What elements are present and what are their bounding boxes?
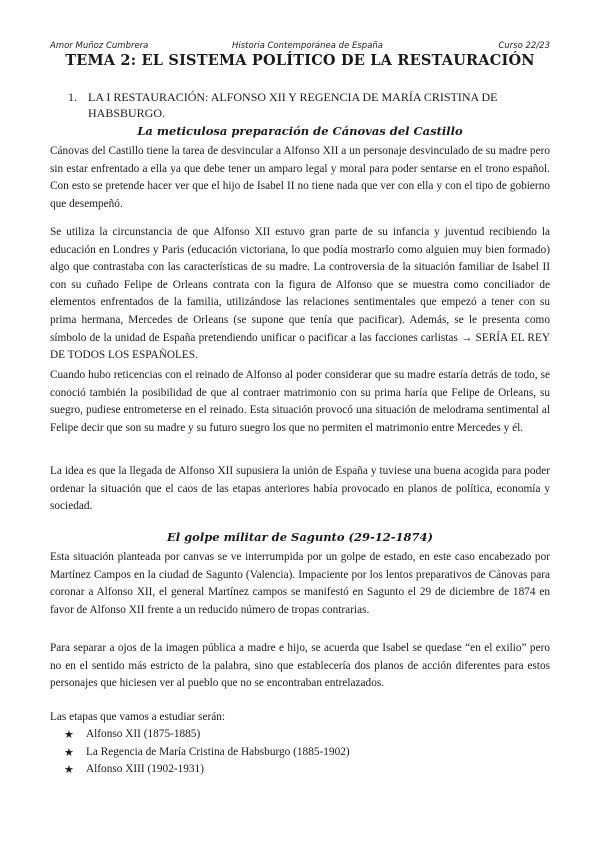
section-number: 1. — [68, 90, 77, 104]
list-item — [64, 761, 350, 779]
header-author: Amor Muñoz Cumbrera — [50, 41, 149, 51]
paragraph-7: Las etapas que vamos a estudiar serán: — [50, 711, 226, 723]
subtitle-canovas: La meticulosa preparación de Cánovas del Castillo — [137, 124, 463, 138]
paragraph-5: Esta situación planteada por canvas se ve interrumpida por un golpe de estado, en este caso encabezado por Martínez Campos en la ciudad de Sagunto (Valencia). Impaciente por los lentos preparativos de Cánovas para coronar a Alfonso XII, el general Martínez campos se manifestó en Sagunto el 29 de diciembre de 1874 en favor de Alfonso XII frente a un reducido número de tropas contrarias. — [50, 551, 550, 616]
paragraph-4: La idea es que la llegada de Alfonso XII supusiera la unión de España y tuviese una buena acogida para poder ordenar la situación que el caos de las etapas anteriores había provocado en planos de política, economía y sociedad. — [50, 465, 550, 513]
section-text: LA I RESTAURACIÓN: ALFONSO XII Y REGENCIA DE MARÍA CRISTINA DE HABSBURGO. — [88, 90, 498, 120]
star-icon: ★ — [64, 728, 74, 741]
list-item-text: La Regencia de María Cristina de Habsburgo (1885-1902) — [86, 745, 350, 758]
header-course: Curso 22/23 — [498, 41, 550, 51]
paragraph-1: Cánovas del Castillo tiene la tarea de desvincular a Alfonso XII a un personaje desvinculado de su madre pero sin estar enfrentado a ella ya que debe tener un amparo legal y moral para poder sentarse en el trono español. Con esto se pretende hacer ver que el hijo de Isabel II no tiene nada que ver con ella y con el tipo de gobierno que desempeñó. — [50, 145, 550, 210]
stages-list — [64, 726, 350, 779]
list-item — [64, 744, 350, 762]
header-subject: Historia Contemporánea de España — [232, 41, 383, 51]
star-icon: ★ — [64, 763, 74, 777]
list-item — [64, 726, 350, 744]
subtitle-sagunto: El golpe militar de Sagunto (29-12-1874) — [167, 530, 433, 544]
document-title: TEMA 2: EL SISTEMA POLÍTICO DE LA RESTAURACIÓN — [65, 52, 535, 69]
list-item-text: Alfonso XII (1875-1885) — [86, 728, 201, 740]
list-item-text: Alfonso XIII (1902-1931) — [86, 763, 204, 776]
star-icon: ★ — [64, 745, 74, 759]
paragraph-3: Cuando hubo reticencias con el reinado de Alfonso al poder considerar que su madre estaría detrás de todo, se conoció también la posibilidad de que al contraer matrimonio con su prima haría que Felipe de Orleans, su suegro, pudiese entrometerse en el reinado. Esta situación provocó una situación de melodrama sentimental al Felipe decir que son su madre y su futuro suegro los que no permiten el matrimonio entre Mercedes y él. — [50, 369, 550, 434]
paragraph-2: Se utiliza la circunstancia de que Alfonso XII estuvo gran parte de su infancia y juventud recibiendo la educación en Londres y Paris (educación victoriana, lo que podía mostrarlo como alguien muy bien formado) algo que contrastaba con las características de su madre. La controversia de la situación familiar de Isabel II con su cuñado Felipe de Orleans contrata con la figura de Alfonso que se muestra como conciliador de elementos enfrentados de la familia, utilizándose las relaciones sentimentales que empezó a tener con su prima hermana, Mercedes de Orleans (se supone que tenía que pacificar). Además, se le presenta como símbolo de la unidad de España pretendiendo unificar o pacificar a las facciones carlistas → SERÍA EL REY DE TODOS LOS ESPAÑOLES. — [50, 226, 550, 362]
section-heading — [68, 89, 558, 121]
paragraph-6: Para separar a ojos de la imagen pública a madre e hijo, se acuerda que Isabel se quedase “en el exilio” pero no en el sentido más estricto de la palabra, sino que establecería dos planos de acción diferentes para estos personajes que hiciesen ver al pueblo que no se encontraban entrelazados. — [50, 642, 550, 690]
